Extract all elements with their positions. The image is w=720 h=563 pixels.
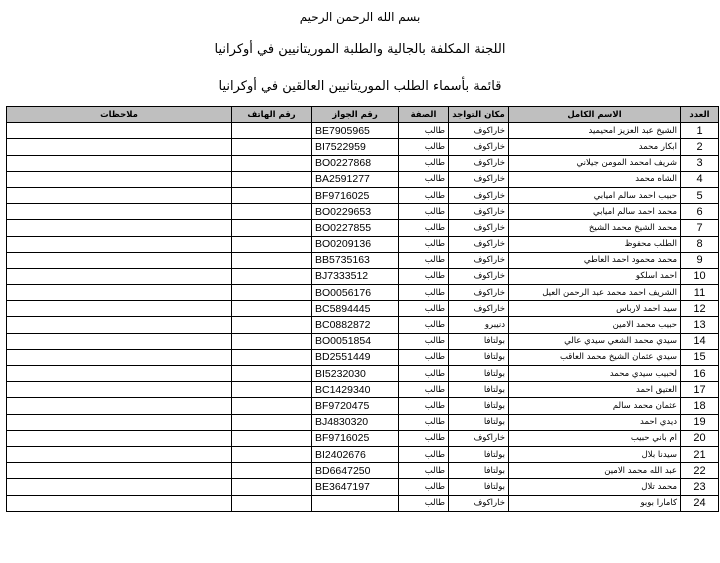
phone-number-cell (232, 123, 312, 139)
row-number-cell: 2 (681, 139, 719, 155)
status-cell: طالب (399, 414, 449, 430)
table-row (7, 349, 719, 365)
full-name-cell: ام باني حبيب (509, 430, 681, 446)
passport-number-cell: BC5894445 (312, 301, 399, 317)
notes-cell (7, 155, 232, 171)
phone-number-cell (232, 317, 312, 333)
table-row (7, 204, 719, 220)
location-cell: بولتافا (449, 398, 509, 414)
students-table (6, 106, 719, 512)
notes-cell (7, 204, 232, 220)
status-cell: طالب (399, 236, 449, 252)
committee-title: اللجنة المكلفة بالجالية والطلبة الموريتانيين في أوكرانيا (214, 42, 506, 57)
table-row (7, 333, 719, 349)
table-row (7, 479, 719, 495)
phone-number-cell (232, 171, 312, 187)
table-row (7, 301, 719, 317)
table-row (7, 414, 719, 430)
full-name-cell: سيد احمد لارباس (509, 301, 681, 317)
location-cell: بولتافا (449, 382, 509, 398)
status-cell: طالب (399, 430, 449, 446)
passport-number-cell: BI2402676 (312, 446, 399, 462)
status-cell: طالب (399, 366, 449, 382)
notes-cell (7, 366, 232, 382)
row-number-cell: 7 (681, 220, 719, 236)
status-cell: طالب (399, 252, 449, 268)
location-cell: بولتافا (449, 349, 509, 365)
table-header-row (7, 107, 719, 123)
row-number-cell: 19 (681, 414, 719, 430)
notes-cell (7, 220, 232, 236)
row-number-cell: 4 (681, 171, 719, 187)
column-header-role: الصفة (399, 107, 449, 123)
full-name-cell: الشريف احمد محمد عبد الرحمن العيل (509, 285, 681, 301)
full-name-cell: عثمان محمد سالم (509, 398, 681, 414)
phone-number-cell (232, 382, 312, 398)
row-number-cell: 13 (681, 317, 719, 333)
passport-number-cell: BC1429340 (312, 382, 399, 398)
notes-cell (7, 333, 232, 349)
row-number-cell: 14 (681, 333, 719, 349)
status-cell: طالب (399, 155, 449, 171)
location-cell: خاراكوف (449, 236, 509, 252)
passport-number-cell: BF9716025 (312, 430, 399, 446)
location-cell: خاراكوف (449, 430, 509, 446)
phone-number-cell (232, 446, 312, 462)
status-cell: طالب (399, 220, 449, 236)
row-number-cell: 9 (681, 252, 719, 268)
passport-number-cell: BB5735163 (312, 252, 399, 268)
status-cell: طالب (399, 382, 449, 398)
passport-number-cell: BF9716025 (312, 187, 399, 203)
table-row (7, 220, 719, 236)
row-number-cell: 11 (681, 285, 719, 301)
column-header-passport: رقم الجواز (312, 107, 399, 123)
location-cell: خاراكوف (449, 123, 509, 139)
table-row (7, 155, 719, 171)
location-cell: بولتافا (449, 463, 509, 479)
table-row (7, 123, 719, 139)
phone-number-cell (232, 414, 312, 430)
phone-number-cell (232, 366, 312, 382)
table-row (7, 171, 719, 187)
row-number-cell: 3 (681, 155, 719, 171)
phone-number-cell (232, 463, 312, 479)
passport-number-cell: BJ4830320 (312, 414, 399, 430)
location-cell: خاراكوف (449, 495, 509, 511)
location-cell: خاراكوف (449, 301, 509, 317)
passport-number-cell: BD6647250 (312, 463, 399, 479)
location-cell: بولتافا (449, 446, 509, 462)
passport-number-cell: BO0051854 (312, 333, 399, 349)
table-row (7, 236, 719, 252)
full-name-cell: محمد احمد سالم اميابي (509, 204, 681, 220)
full-name-cell: الشاه محمد (509, 171, 681, 187)
location-cell: خاراكوف (449, 252, 509, 268)
status-cell: طالب (399, 479, 449, 495)
status-cell: طالب (399, 333, 449, 349)
row-number-cell: 23 (681, 479, 719, 495)
passport-number-cell: BI7522959 (312, 139, 399, 155)
table-row (7, 139, 719, 155)
passport-number-cell: BO0056176 (312, 285, 399, 301)
full-name-cell: سيدنا بلال (509, 446, 681, 462)
location-cell: خاراكوف (449, 285, 509, 301)
passport-number-cell: BA2591277 (312, 171, 399, 187)
table-row (7, 187, 719, 203)
notes-cell (7, 317, 232, 333)
status-cell: طالب (399, 139, 449, 155)
basmala: بسم الله الرحمن الرحيم (299, 10, 421, 24)
status-cell: طالب (399, 463, 449, 479)
column-header-name: الاسم الكامل (509, 107, 681, 123)
location-cell: خاراكوف (449, 171, 509, 187)
location-cell: بولتافا (449, 414, 509, 430)
row-number-cell: 22 (681, 463, 719, 479)
passport-number-cell: BD2551449 (312, 349, 399, 365)
full-name-cell: الشيخ عبد العزيز امحيميد (509, 123, 681, 139)
notes-cell (7, 479, 232, 495)
notes-cell (7, 349, 232, 365)
location-cell: خاراكوف (449, 268, 509, 284)
passport-number-cell: BI5232030 (312, 366, 399, 382)
status-cell: طالب (399, 398, 449, 414)
phone-number-cell (232, 479, 312, 495)
table-row (7, 285, 719, 301)
full-name-cell: سيدي محمد الشعي سيدي عالي (509, 333, 681, 349)
notes-cell (7, 414, 232, 430)
notes-cell (7, 123, 232, 139)
passport-number-cell: BO0227868 (312, 155, 399, 171)
location-cell: خاراكوف (449, 139, 509, 155)
notes-cell (7, 236, 232, 252)
column-header-place: مكان التواجد (449, 107, 509, 123)
full-name-cell: عبد الله محمد الامين (509, 463, 681, 479)
passport-number-cell: BO0227855 (312, 220, 399, 236)
row-number-cell: 6 (681, 204, 719, 220)
table-row (7, 446, 719, 462)
row-number-cell: 18 (681, 398, 719, 414)
notes-cell (7, 301, 232, 317)
phone-number-cell (232, 268, 312, 284)
full-name-cell: احمد اسلكو (509, 268, 681, 284)
notes-cell (7, 446, 232, 462)
full-name-cell: شريف امحمد المومن جيلاني (509, 155, 681, 171)
phone-number-cell (232, 349, 312, 365)
column-header-num: العدد (681, 107, 719, 123)
list-title: قائمة بأسماء الطلب الموريتانيين العالقين في أوكرانيا (218, 79, 502, 94)
row-number-cell: 21 (681, 446, 719, 462)
phone-number-cell (232, 333, 312, 349)
passport-number-cell: BO0209136 (312, 236, 399, 252)
notes-cell (7, 171, 232, 187)
notes-cell (7, 285, 232, 301)
status-cell: طالب (399, 204, 449, 220)
location-cell: دنيبرو (449, 317, 509, 333)
row-number-cell: 24 (681, 495, 719, 511)
passport-number-cell: BC0882872 (312, 317, 399, 333)
table-row (7, 463, 719, 479)
column-header-phone: رقم الهاتف (232, 107, 312, 123)
full-name-cell: ديدي احمد (509, 414, 681, 430)
phone-number-cell (232, 285, 312, 301)
full-name-cell: ابكار محمد (509, 139, 681, 155)
row-number-cell: 15 (681, 349, 719, 365)
passport-number-cell (312, 495, 399, 511)
table-row (7, 317, 719, 333)
phone-number-cell (232, 236, 312, 252)
notes-cell (7, 187, 232, 203)
table-row (7, 382, 719, 398)
notes-cell (7, 398, 232, 414)
phone-number-cell (232, 252, 312, 268)
full-name-cell: محمد محمود احمد العاطي (509, 252, 681, 268)
full-name-cell: سيدي عثمان الشيخ محمد العاقب (509, 349, 681, 365)
location-cell: بولتافا (449, 333, 509, 349)
passport-number-cell: BE3647197 (312, 479, 399, 495)
status-cell: طالب (399, 187, 449, 203)
status-cell: طالب (399, 349, 449, 365)
phone-number-cell (232, 430, 312, 446)
row-number-cell: 12 (681, 301, 719, 317)
location-cell: خاراكوف (449, 155, 509, 171)
phone-number-cell (232, 204, 312, 220)
full-name-cell: حبيب محمد الامين (509, 317, 681, 333)
notes-cell (7, 430, 232, 446)
phone-number-cell (232, 155, 312, 171)
table-row (7, 430, 719, 446)
location-cell: خاراكوف (449, 187, 509, 203)
status-cell: طالب (399, 123, 449, 139)
notes-cell (7, 463, 232, 479)
location-cell: خاراكوف (449, 204, 509, 220)
table-row (7, 268, 719, 284)
full-name-cell: كامارا بوبو (509, 495, 681, 511)
row-number-cell: 16 (681, 366, 719, 382)
phone-number-cell (232, 301, 312, 317)
passport-number-cell: BJ7333512 (312, 268, 399, 284)
row-number-cell: 10 (681, 268, 719, 284)
row-number-cell: 1 (681, 123, 719, 139)
table-row (7, 366, 719, 382)
status-cell: طالب (399, 446, 449, 462)
column-header-notes: ملاحظات (7, 107, 232, 123)
status-cell: طالب (399, 268, 449, 284)
status-cell: طالب (399, 495, 449, 511)
row-number-cell: 20 (681, 430, 719, 446)
table-row (7, 398, 719, 414)
location-cell: خاراكوف (449, 220, 509, 236)
full-name-cell: لحبيب سيدي محمد (509, 366, 681, 382)
location-cell: بولتافا (449, 479, 509, 495)
table-row (7, 495, 719, 511)
status-cell: طالب (399, 171, 449, 187)
full-name-cell: محمد الشيخ محمد الشيخ (509, 220, 681, 236)
notes-cell (7, 382, 232, 398)
notes-cell (7, 252, 232, 268)
phone-number-cell (232, 139, 312, 155)
row-number-cell: 17 (681, 382, 719, 398)
full-name-cell: الطلب محفوظ (509, 236, 681, 252)
location-cell: بولتافا (449, 366, 509, 382)
phone-number-cell (232, 398, 312, 414)
row-number-cell: 8 (681, 236, 719, 252)
full-name-cell: محمد تلال (509, 479, 681, 495)
phone-number-cell (232, 187, 312, 203)
full-name-cell: حبيب احمد سالم اميابي (509, 187, 681, 203)
status-cell: طالب (399, 301, 449, 317)
notes-cell (7, 495, 232, 511)
notes-cell (7, 268, 232, 284)
phone-number-cell (232, 495, 312, 511)
phone-number-cell (232, 220, 312, 236)
passport-number-cell: BE7905965 (312, 123, 399, 139)
row-number-cell: 5 (681, 187, 719, 203)
passport-number-cell: BO0229653 (312, 204, 399, 220)
status-cell: طالب (399, 317, 449, 333)
notes-cell (7, 139, 232, 155)
full-name-cell: العتيق احمد (509, 382, 681, 398)
table-row (7, 252, 719, 268)
passport-number-cell: BF9720475 (312, 398, 399, 414)
status-cell: طالب (399, 285, 449, 301)
